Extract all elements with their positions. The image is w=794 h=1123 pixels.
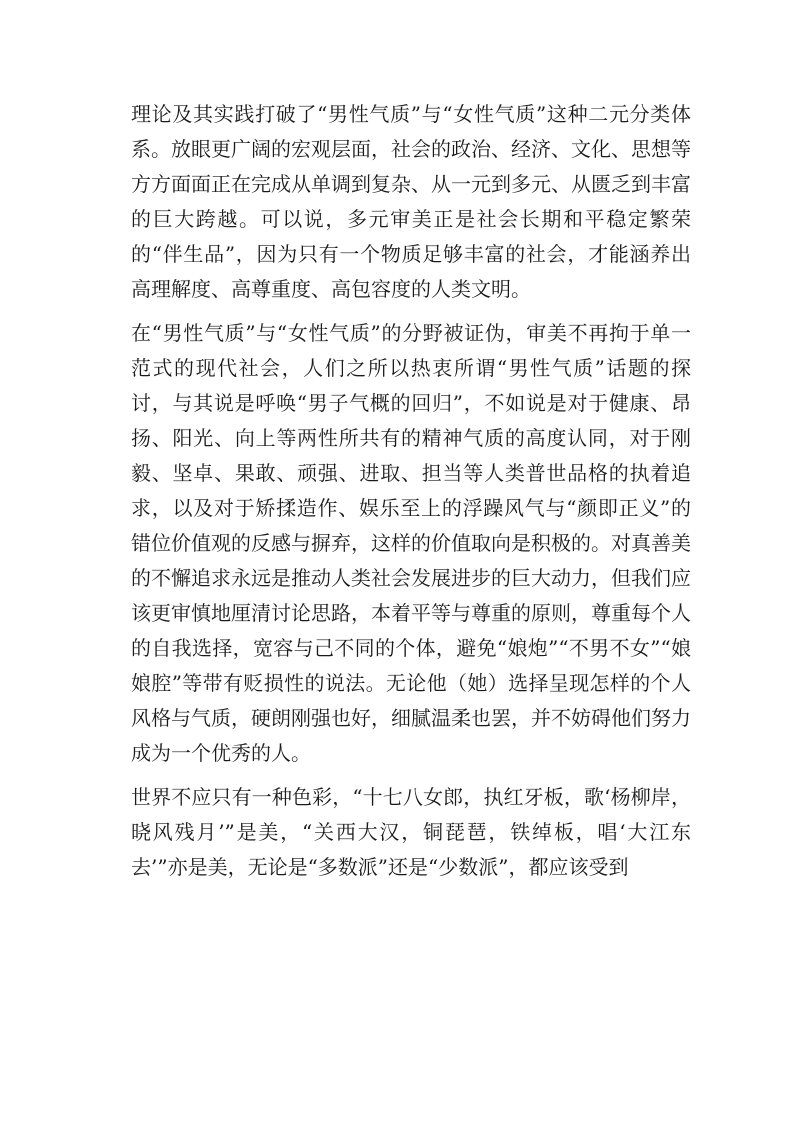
paragraph-2: 在“男性气质”与“女性气质”的分野被证伪，审美不再拘于单一范式的现代社会，人们之所以热衷所谓“男性气质”话题的探讨，与其说是呼唤“男子气概的回归”，不如说是对于健康、昂扬、阳光、向上等两性所共有的精神气质的高度认同，对于刚毅、坚卓、果敢、顽强、进取、担当等人类普世品格的执着追求，以及对于矫揉造作、娱乐至上的浮躁风气与“颜即正义”的错位价值观的反感与摒弃，这样的价值取向是积极的。对真善美的不懈追求永远是推动人类社会发展进步的巨大动力，但我们应该更审慎地厘清讨论思路，本着平等与尊重的原则，尊重每个人的自我选择，宽容与己不同的个体，避免“娘炮”“不男不女”“娘娘腔”等带有贬损性的说法。无论他（她）选择呈现怎样的个人风格与气质，硬朗刚强也好，细腻温柔也罢，并不妨碍他们努力成为一个优秀的人。 — [131, 321, 691, 765]
paragraph-1: 理论及其实践打破了“男性气质”与“女性气质”这种二元分类体系。放眼更广阔的宏观层面，社会的政治、经济、文化、思想等方方面面正在完成从单调到复杂、从一元到多元、从匮乏到丰富的巨大跨越。可以说，多元审美正是社会长期和平稳定繁荣的“伴生品”，因为只有一个物质足够丰富的社会，才能涵养出高理解度、高尊重度、高包容度的人类文明。 — [131, 102, 691, 301]
document-body — [131, 97, 691, 894]
paragraph-3: 世界不应只有一种色彩，“十七八女郎，执红牙板，歌‘杨柳岸，晓风残月’”是美，“关西大汉，铜琵琶，铁绰板，唱‘大江东去’”亦是美，无论是“多数派”还是“少数派”，都应该受到 — [131, 785, 691, 879]
